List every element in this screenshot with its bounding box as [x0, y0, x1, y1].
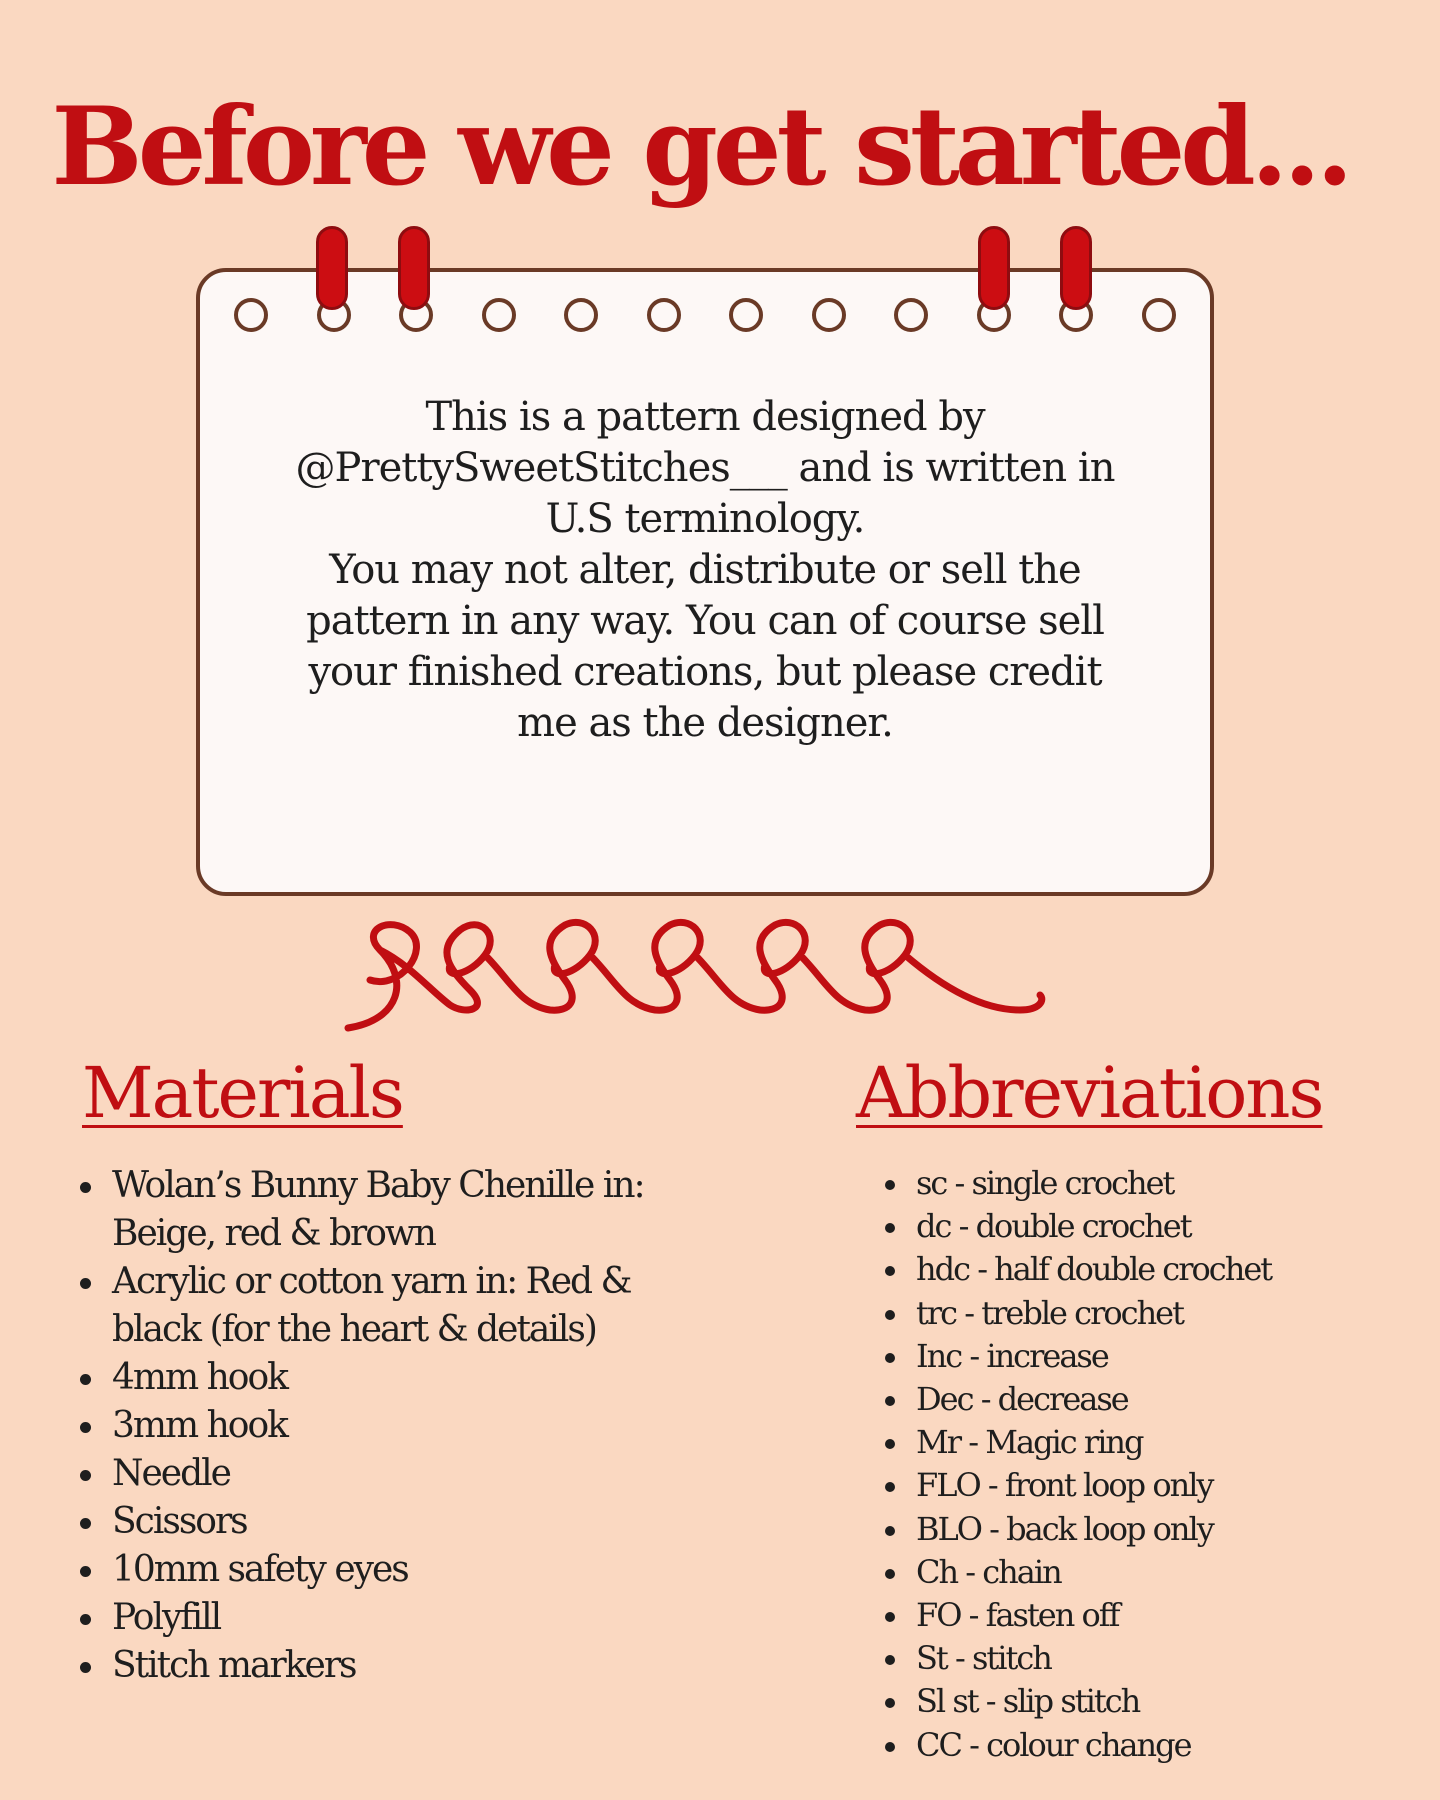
notepad-ring-icon [234, 298, 268, 332]
red-clip-icon [316, 226, 348, 310]
red-clip-icon [1060, 226, 1092, 310]
list-item: 4mm hook [112, 1354, 712, 1402]
list-item: Scissors [112, 1498, 712, 1546]
note-line: @PrettySweetStitches___ and is written in [295, 445, 1115, 491]
notepad-ring-icon [729, 298, 763, 332]
list-item: dc - double crochet [916, 1205, 1436, 1248]
list-item: FLO - front loop only [916, 1464, 1436, 1507]
list-item: Needle [112, 1450, 712, 1498]
list-item: hdc - half double crochet [916, 1248, 1436, 1291]
notepad-ring-icon [482, 298, 516, 332]
note-line: This is a pattern designed by [425, 394, 985, 440]
materials-heading: Materials [82, 1052, 403, 1134]
page-title: Before we get started... [51, 84, 1349, 210]
notepad-ring-icon [647, 298, 681, 332]
notepad-ring-icon [1142, 298, 1176, 332]
list-item: Polyfill [112, 1594, 712, 1642]
list-item: 3mm hook [112, 1402, 712, 1450]
notepad-card [196, 268, 1214, 896]
red-clip-icon [398, 226, 430, 310]
list-item: Dec - decrease [916, 1378, 1436, 1421]
list-item: Inc - increase [916, 1335, 1436, 1378]
materials-list [112, 1162, 712, 1690]
list-item: BLO - back loop only [916, 1508, 1436, 1551]
list-item: CC - colour change [916, 1724, 1436, 1767]
list-item: Mr - Magic ring [916, 1421, 1436, 1464]
red-clip-icon [978, 226, 1010, 310]
ribbon-squiggle-icon [340, 910, 1050, 1040]
note-line: me as the designer. [517, 700, 893, 746]
list-item: Acrylic or cotton yarn in: Red & black (for the heart & details) [112, 1258, 712, 1354]
list-item: St - stitch [916, 1637, 1436, 1680]
note-line: U.S terminology. [545, 496, 865, 542]
notepad-ring-icon [564, 298, 598, 332]
notepad-ring-icon [812, 298, 846, 332]
list-item: Stitch markers [112, 1642, 712, 1690]
notepad-ring-icon [894, 298, 928, 332]
notepad-text [200, 392, 1210, 749]
list-item: 10mm safety eyes [112, 1546, 712, 1594]
abbreviations-heading: Abbreviations [856, 1052, 1323, 1134]
note-line: You may not alter, distribute or sell the [329, 547, 1081, 593]
list-item: FO - fasten off [916, 1594, 1436, 1637]
note-line: pattern in any way. You can of course sell [306, 598, 1104, 644]
list-item: Ch - chain [916, 1551, 1436, 1594]
list-item: sc - single crochet [916, 1162, 1436, 1205]
abbreviations-list [916, 1162, 1436, 1767]
list-item: Wolan’s Bunny Baby Chenille in: Beige, red & brown [112, 1162, 712, 1258]
list-item: trc - treble crochet [916, 1292, 1436, 1335]
list-item: Sl st - slip stitch [916, 1680, 1436, 1723]
note-line: your finished creations, but please credit [308, 649, 1102, 695]
